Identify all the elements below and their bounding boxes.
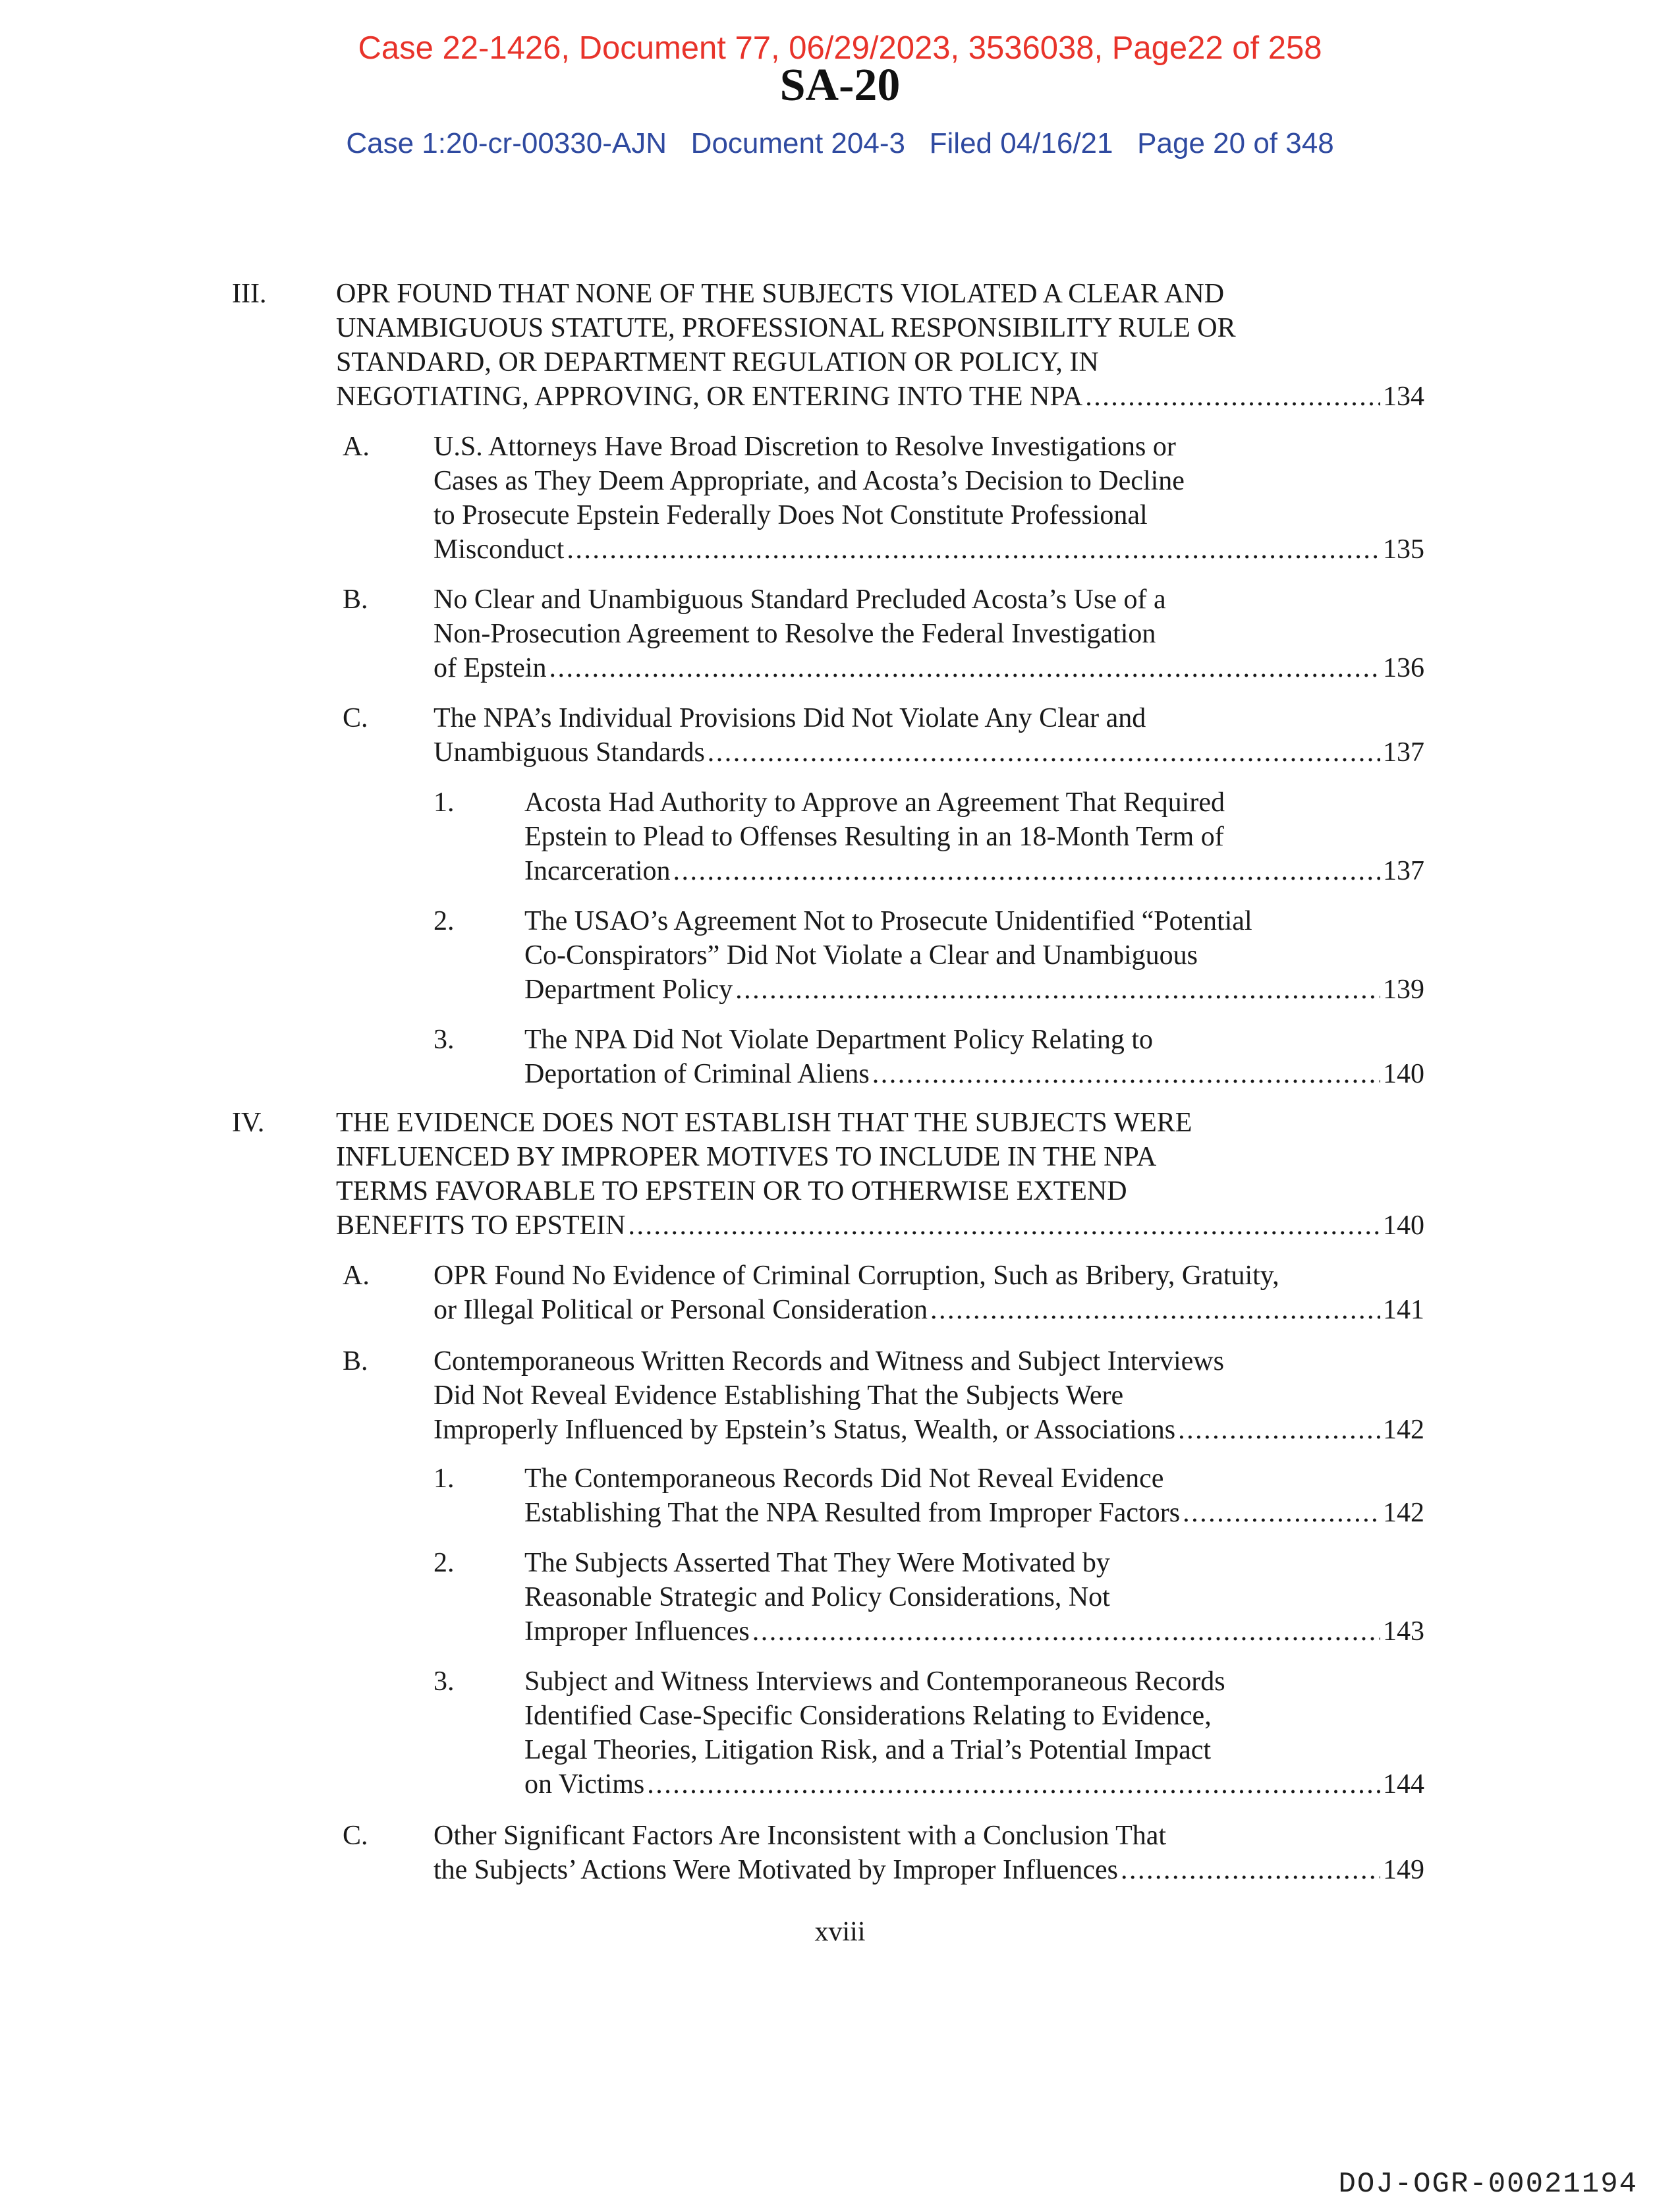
toc-page-number: 136 xyxy=(1383,653,1424,683)
toc-entry-title-line: Improperly Influenced by Epstein’s Status, Wealth, or Associations xyxy=(434,1415,1176,1445)
toc-page-number: 143 xyxy=(1383,1616,1424,1647)
toc-entry-title-line: Other Significant Factors Are Inconsistent with a Conclusion That xyxy=(434,1821,1167,1851)
toc-entry-number: 2. xyxy=(434,1548,455,1578)
toc-entry[interactable] xyxy=(434,904,1424,1007)
toc-page-number: 139 xyxy=(1383,975,1424,1005)
toc-entry-number: B. xyxy=(343,1346,368,1376)
toc-entry-number: 3. xyxy=(434,1025,455,1055)
toc-page-number: 149 xyxy=(1383,1855,1424,1885)
toc-entry-number: C. xyxy=(343,703,368,733)
toc-entry-title-line: or Illegal Political or Personal Consideration xyxy=(434,1295,928,1325)
toc-entry-title-line: Acosta Had Authority to Approve an Agreement That Required xyxy=(524,787,1225,818)
toc-entry-title-line: Cases as They Deem Appropriate, and Acosta’s Decision to Decline xyxy=(434,466,1185,496)
toc-entry-number: B. xyxy=(343,584,368,615)
toc-entry-title-line: Identified Case-Specific Considerations Relating to Evidence, xyxy=(524,1701,1212,1731)
toc-entry-title-line: No Clear and Unambiguous Standard Precluded Acosta’s Use of a xyxy=(434,584,1166,615)
toc-page-number: 142 xyxy=(1383,1415,1424,1445)
toc-entry-title-line: U.S. Attorneys Have Broad Discretion to Resolve Investigations or xyxy=(434,432,1176,462)
toc-page-number: 144 xyxy=(1383,1769,1424,1800)
toc-page-number: 134 xyxy=(1383,382,1424,412)
toc-entry-title-line: The Subjects Asserted That They Were Motivated by xyxy=(524,1548,1110,1578)
toc-entry-title-line: to Prosecute Epstein Federally Does Not Constitute Professional xyxy=(434,500,1148,530)
toc-entry-number: A. xyxy=(343,1261,370,1291)
toc-entry-title-line: Legal Theories, Litigation Risk, and a Trial’s Potential Impact xyxy=(524,1735,1212,1765)
toc-entry-number: 2. xyxy=(434,906,455,936)
toc-entry[interactable] xyxy=(434,1664,1424,1801)
toc-entry[interactable] xyxy=(434,1546,1424,1649)
toc-entry-title-line: Improper Influences xyxy=(524,1616,750,1647)
toc-entry[interactable] xyxy=(343,1819,1424,1887)
dot-leader xyxy=(647,1767,1380,1801)
dot-leader xyxy=(628,1208,1380,1243)
dot-leader xyxy=(752,1614,1380,1649)
toc-entry-title-line: TERMS FAVORABLE TO EPSTEIN OR TO OTHERWISE EXTEND xyxy=(336,1176,1127,1206)
toc-page-number: 140 xyxy=(1383,1059,1424,1089)
toc-entry-title-line: OPR FOUND THAT NONE OF THE SUBJECTS VIOLATED A CLEAR AND xyxy=(336,279,1225,309)
dot-leader xyxy=(567,532,1380,567)
toc-entry[interactable] xyxy=(434,785,1424,888)
toc-entry-number: A. xyxy=(343,432,370,462)
toc-entry-title-line: Reasonable Strategic and Policy Considerations, Not xyxy=(524,1582,1110,1612)
toc-entry[interactable] xyxy=(343,430,1424,567)
toc-entry-title-line: Co-Conspirators” Did Not Violate a Clear and Unambiguous xyxy=(524,940,1198,971)
toc-entry-number: 1. xyxy=(434,1463,455,1494)
toc-entry-title-line: Contemporaneous Written Records and Witness and Subject Interviews xyxy=(434,1346,1224,1376)
toc-entry-title-line: Misconduct xyxy=(434,534,565,565)
toc-page-number: 141 xyxy=(1383,1295,1424,1325)
dot-leader xyxy=(549,651,1380,685)
toc-page-number: 137 xyxy=(1383,856,1424,886)
toc-entry-title-line: Did Not Reveal Evidence Establishing That the Subjects Were xyxy=(434,1380,1124,1411)
toc-entry[interactable] xyxy=(343,1259,1424,1327)
toc-entry-title-line: BENEFITS TO EPSTEIN xyxy=(336,1210,626,1241)
toc-page-number: 135 xyxy=(1383,534,1424,565)
toc-entry-number: IV. xyxy=(232,1108,265,1138)
toc-entry[interactable] xyxy=(434,1023,1424,1091)
toc-entry-title-line: The NPA’s Individual Provisions Did Not Violate Any Clear and xyxy=(434,703,1146,733)
toc-entry-title-line: Non-Prosecution Agreement to Resolve the Federal Investigation xyxy=(434,619,1156,649)
toc-entry-title-line: Unambiguous Standards xyxy=(434,737,705,768)
toc-entry-title-line: OPR Found No Evidence of Criminal Corruption, Such as Bribery, Gratuity, xyxy=(434,1261,1279,1291)
toc-entry-title-line: NEGOTIATING, APPROVING, OR ENTERING INTO THE NPA xyxy=(336,382,1083,412)
dot-leader xyxy=(930,1293,1380,1327)
toc-entry-title-line: Department Policy xyxy=(524,975,733,1005)
dot-leader xyxy=(1183,1496,1380,1530)
dot-leader xyxy=(735,973,1380,1007)
toc-entry[interactable] xyxy=(434,1461,1424,1530)
bates-number: DOJ-OGR-00021194 xyxy=(1338,2168,1638,2201)
toc-entry-title-line: THE EVIDENCE DOES NOT ESTABLISH THAT THE SUBJECTS WERE xyxy=(336,1108,1192,1138)
dot-leader xyxy=(673,854,1380,888)
toc-entry-number: 1. xyxy=(434,787,455,818)
toc-entry-title-line: INFLUENCED BY IMPROPER MOTIVES TO INCLUDE IN THE NPA xyxy=(336,1142,1157,1172)
toc-entry-title-line: STANDARD, OR DEPARTMENT REGULATION OR POLICY, IN xyxy=(336,347,1099,378)
toc-entry-title-line: Incarceration xyxy=(524,856,671,886)
toc-entry[interactable] xyxy=(343,582,1424,685)
toc-entry-title-line: UNAMBIGUOUS STATUTE, PROFESSIONAL RESPONSIBILITY RULE OR xyxy=(336,313,1236,343)
toc-entry-title-line: The USAO’s Agreement Not to Prosecute Unidentified “Potential xyxy=(524,906,1252,936)
dot-leader xyxy=(708,735,1380,770)
toc-entry-number: III. xyxy=(232,279,267,309)
toc-entry[interactable] xyxy=(232,277,1424,414)
toc-entry-title-line: the Subjects’ Actions Were Motivated by Improper Influences xyxy=(434,1855,1118,1885)
toc-entry[interactable] xyxy=(343,701,1424,770)
district-case-stamp: Case 1:20-cr-00330-AJN Document 204-3 Filed 04/16/21 Page 20 of 348 xyxy=(346,127,1334,159)
toc-entry[interactable] xyxy=(343,1344,1424,1447)
toc-page-number: 137 xyxy=(1383,737,1424,768)
toc-entry-number: C. xyxy=(343,1821,368,1851)
dot-leader xyxy=(872,1057,1380,1091)
toc-entry-title-line: of Epstein xyxy=(434,653,547,683)
sa-page-label: SA-20 xyxy=(779,60,901,111)
toc-entry[interactable] xyxy=(232,1106,1424,1243)
toc-entry-title-line: The NPA Did Not Violate Department Policy Relating to xyxy=(524,1025,1154,1055)
toc-entry-title-line: Subject and Witness Interviews and Contemporaneous Records xyxy=(524,1666,1225,1697)
toc-page-number: 140 xyxy=(1383,1210,1424,1241)
dot-leader xyxy=(1178,1413,1380,1447)
appellate-case-stamp: Case 22-1426, Document 77, 06/29/2023, 3536038, Page22 of 258 xyxy=(358,30,1322,66)
toc-entry-title-line: The Contemporaneous Records Did Not Reveal Evidence xyxy=(524,1463,1164,1494)
toc-entry-title-line: Establishing That the NPA Resulted from Improper Factors xyxy=(524,1498,1181,1528)
toc-entry-number: 3. xyxy=(434,1666,455,1697)
dot-leader xyxy=(1121,1853,1380,1887)
toc-entry-title-line: on Victims xyxy=(524,1769,645,1800)
toc-page-number: 142 xyxy=(1383,1498,1424,1528)
toc-entry-title-line: Deportation of Criminal Aliens xyxy=(524,1059,870,1089)
roman-page-number: xviii xyxy=(814,1917,866,1947)
dot-leader xyxy=(1085,380,1380,414)
toc-entry-title-line: Epstein to Plead to Offenses Resulting in an 18-Month Term of xyxy=(524,822,1224,852)
